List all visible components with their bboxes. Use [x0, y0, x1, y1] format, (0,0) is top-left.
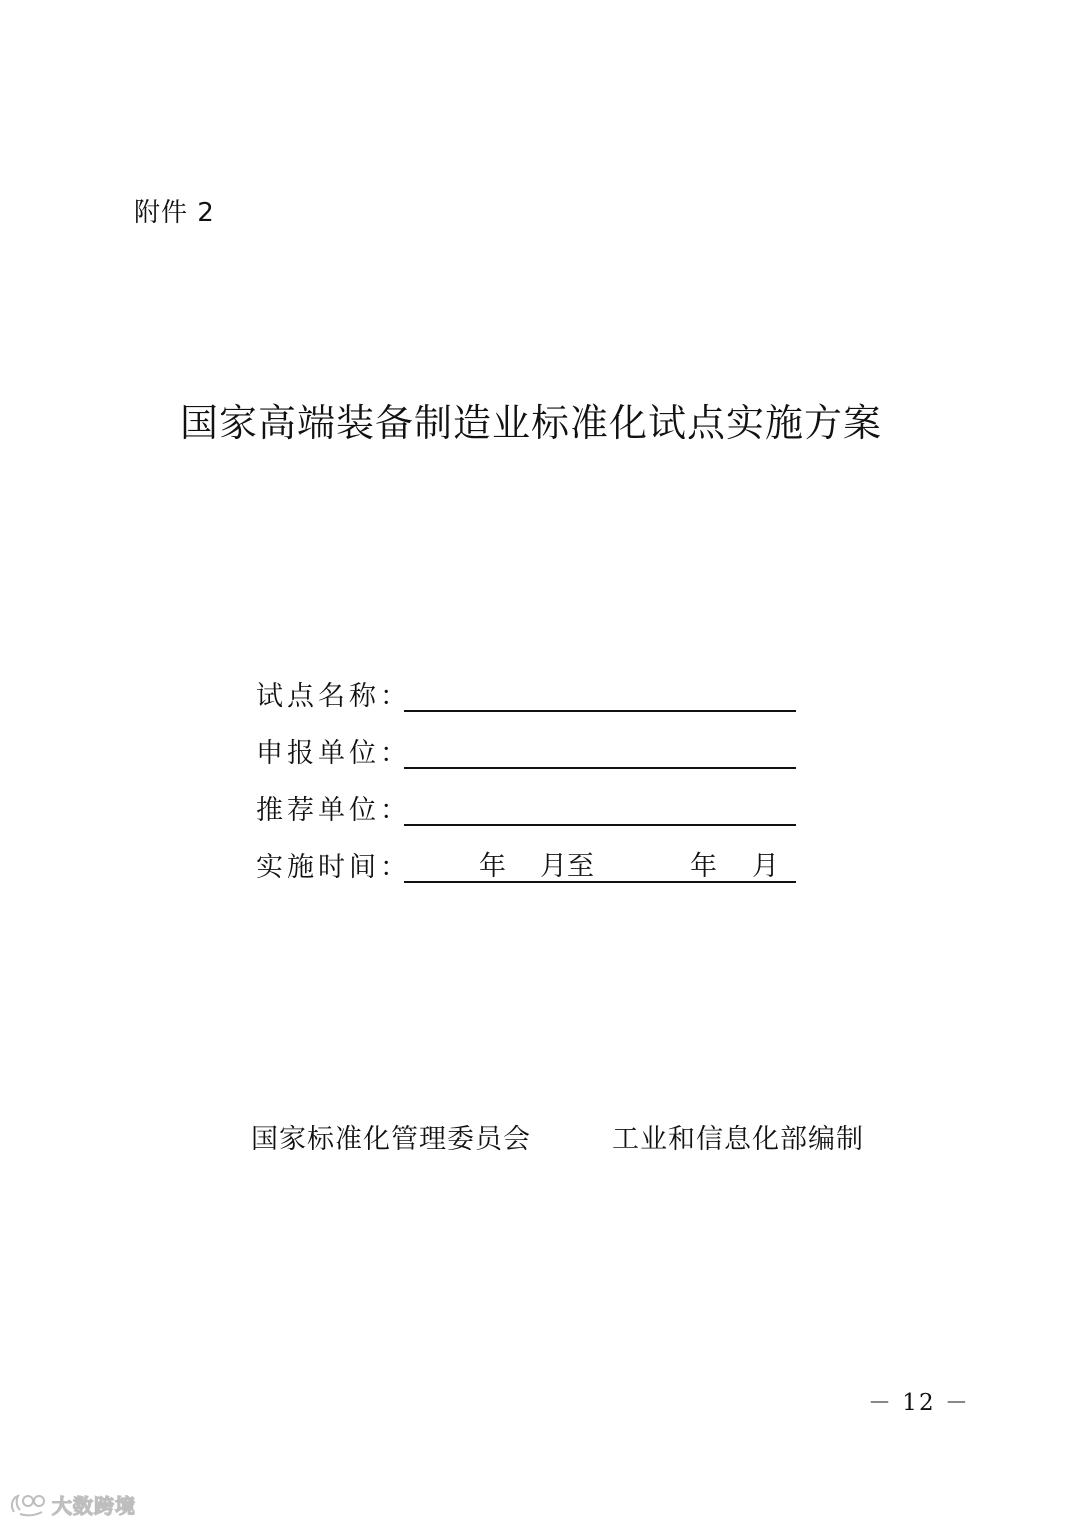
watermark-text: 大数跨境	[52, 1494, 136, 1518]
compiler-sac: 国家标准化管理委员会	[251, 1124, 531, 1155]
period-start-month: 月至	[540, 851, 594, 882]
period-start-year: 年	[479, 851, 506, 882]
attachment-label: 附件 2	[134, 198, 215, 228]
compiler-miit: 工业和信息化部编制	[612, 1124, 864, 1155]
form-row-applicant	[256, 733, 796, 790]
document-title: 国家高端装备制造业标准化试点实施方案	[179, 401, 882, 445]
page-number: － 12 －	[868, 1390, 970, 1416]
pilot-name-field	[404, 676, 796, 712]
form-row-recommender	[256, 790, 796, 847]
recommender-label: 推荐单位：	[256, 795, 411, 826]
pilot-name-label: 试点名称：	[256, 681, 411, 712]
period-label: 实施时间：	[256, 852, 411, 883]
applicant-field	[404, 733, 796, 769]
application-form	[256, 676, 796, 904]
recommender-field	[404, 790, 796, 826]
form-row-pilot-name	[256, 676, 796, 733]
watermark	[8, 1490, 136, 1519]
period-end-year: 年	[690, 851, 717, 882]
applicant-label: 申报单位：	[256, 738, 411, 769]
watermark-logo-icon	[8, 1492, 48, 1518]
form-row-period	[256, 847, 796, 904]
period-end-month: 月	[752, 851, 779, 882]
period-field	[404, 847, 796, 883]
